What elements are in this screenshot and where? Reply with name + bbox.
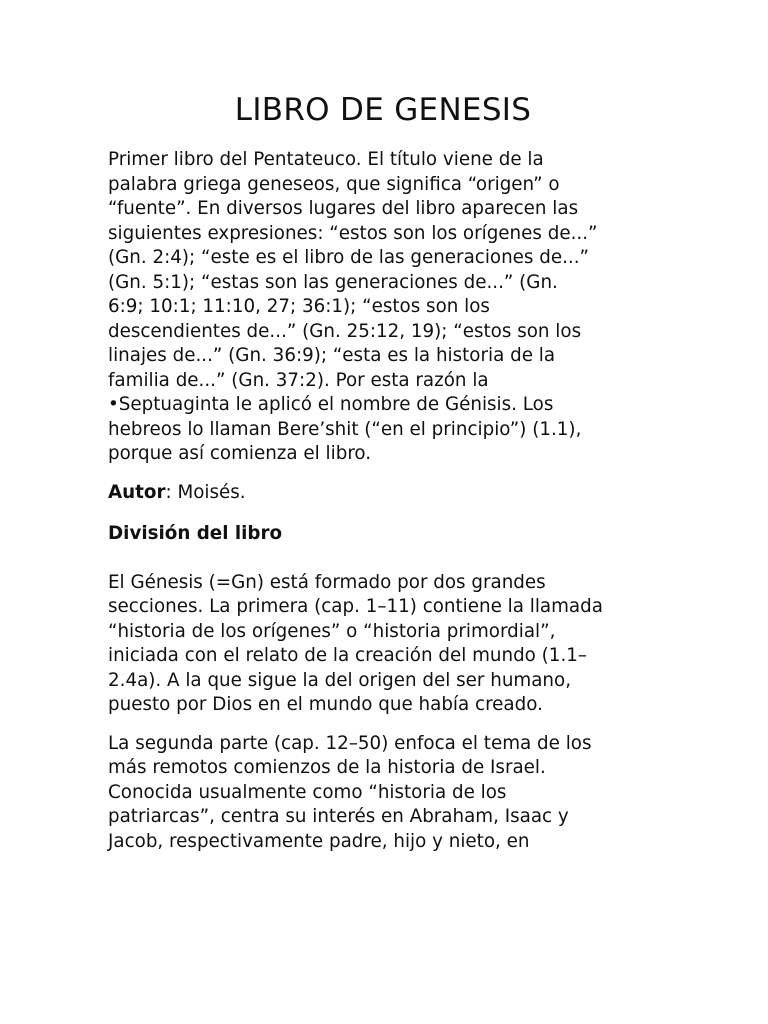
author-line xyxy=(108,481,658,506)
document-title: LIBRO DE GENESIS xyxy=(234,92,532,128)
division-heading: División del libro xyxy=(108,523,283,544)
intro-paragraph: Primer libro del Pentateuco. El título viene de la palabra griega geneseos, que significa “origen” o “fuente”. En diversos lugares del libro aparecen las siguientes expresiones: “estos son los orígenes de...” (Gn. 2:4); “este es el libro de las generaciones de...” (Gn. 5:1); “estas son las generaciones de...” (Gn. 6:9; 10:1; 11:10, 27; 36:1); “estos son los descendientes de...” (Gn. 25:12, 19); “estos son los linajes de...” (Gn. 36:9); “esta es la historia de la familia de...” (Gn. 37:2). Por esta razón la •Septuaginta le aplicó el nombre de Génisis. Los hebreos lo llaman Bere’shit (“en el principio”) (1.1), porque así comienza el libro. xyxy=(108,149,598,464)
division-paragraph-2: La segunda parte (cap. 12–50) enfoca el tema de los más remotos comienzos de la historia de Israel. Conocida usualmente como “historia de los patriarcas”, centra su interés en Abraham, Isaac y Jacob, respectivamente padre, hijo y nieto, en xyxy=(108,732,592,852)
author-label: Autor xyxy=(108,481,166,503)
division-paragraph-1: El Génesis (=Gn) está formado por dos grandes secciones. La primera (cap. 1–11) contiene la llamada “historia de los orígenes” o “historia primordial”, iniciada con el relato de la creación del mundo (1.1– 2.4a). A la que sigue la del origen del ser humano, puesto por Dios en el mundo que había creado. xyxy=(108,571,603,715)
author-value: : Moisés. xyxy=(165,481,246,503)
